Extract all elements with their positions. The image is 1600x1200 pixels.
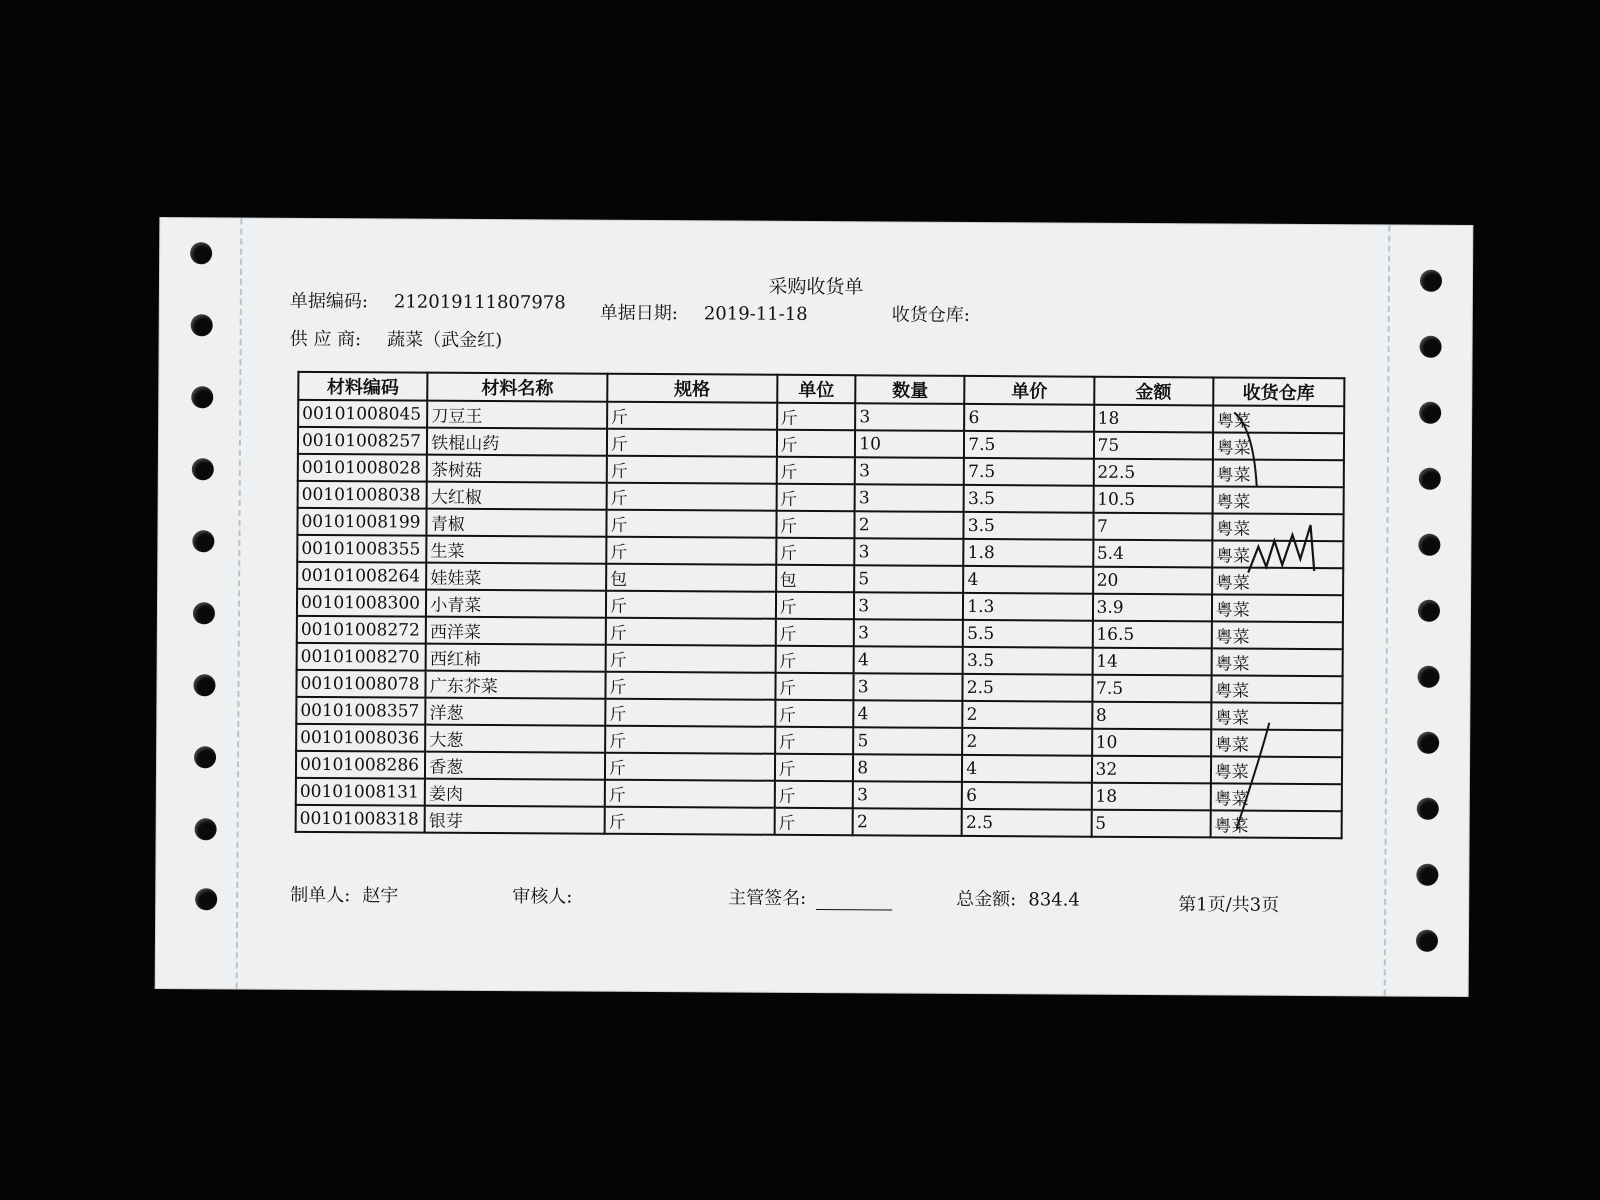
cell-unit-price: 3.5 xyxy=(964,485,1093,513)
cell-unit-price: 4 xyxy=(963,566,1092,594)
cell-amount: 18 xyxy=(1091,783,1210,811)
cell-quantity: 4 xyxy=(854,646,963,674)
total-field xyxy=(956,885,1080,912)
cell-material-code: 00101008078 xyxy=(296,670,425,698)
cell-material-code: 00101008318 xyxy=(296,805,425,833)
cell-unit: 斤 xyxy=(776,538,855,565)
cell-unit: 斤 xyxy=(774,781,853,808)
cell-quantity: 8 xyxy=(853,754,962,782)
cell-material-code: 00101008131 xyxy=(296,778,425,806)
cell-warehouse: 粤菜 xyxy=(1212,486,1343,514)
cell-amount: 18 xyxy=(1094,405,1213,433)
feed-hole xyxy=(1418,534,1440,556)
feed-hole xyxy=(1419,468,1441,490)
feed-hole xyxy=(1416,930,1438,952)
feed-hole xyxy=(193,674,215,696)
cell-unit: 斤 xyxy=(775,727,854,754)
cell-unit-price: 2.5 xyxy=(962,809,1091,837)
cell-material-name: 洋葱 xyxy=(426,698,606,726)
cell-amount: 8 xyxy=(1092,702,1211,730)
cell-material-name: 西红柿 xyxy=(426,644,606,672)
cell-material-name: 铁棍山药 xyxy=(427,428,607,456)
feed-hole xyxy=(193,602,215,624)
cell-quantity: 3 xyxy=(855,403,964,431)
cell-unit: 斤 xyxy=(776,457,855,484)
cell-material-name: 刀豆王 xyxy=(427,401,607,429)
cell-unit: 斤 xyxy=(775,619,854,646)
maker-label: 制单人: xyxy=(290,884,351,907)
cell-warehouse: 粤菜 xyxy=(1212,459,1343,487)
feed-hole xyxy=(195,818,217,840)
cell-quantity: 3 xyxy=(854,592,963,620)
feed-hole xyxy=(1417,732,1439,754)
cell-unit-price: 2 xyxy=(962,728,1091,756)
cell-unit: 斤 xyxy=(775,673,854,700)
cell-unit-price: 6 xyxy=(964,404,1093,432)
maker-field xyxy=(290,881,398,908)
supplier-label: 供 应 商: xyxy=(289,328,362,351)
cell-material-code: 00101008257 xyxy=(298,427,427,455)
cell-spec: 斤 xyxy=(606,510,776,538)
header-quantity: 数量 xyxy=(856,375,965,404)
cell-spec: 斤 xyxy=(607,429,777,457)
doc-date-label: 单据日期: xyxy=(599,302,678,325)
feed-hole xyxy=(1420,336,1442,358)
cell-material-code: 00101008028 xyxy=(298,454,427,482)
items-table xyxy=(295,371,1346,839)
cell-amount: 32 xyxy=(1091,756,1210,784)
cell-warehouse: 粤菜 xyxy=(1210,783,1341,811)
cell-unit-price: 1.8 xyxy=(964,539,1093,567)
cell-spec: 斤 xyxy=(605,807,775,835)
cell-material-code: 00101008357 xyxy=(296,697,425,725)
cell-material-code: 00101008199 xyxy=(297,508,426,536)
page-info: 第1页/共3页 xyxy=(1178,894,1280,916)
cell-amount: 14 xyxy=(1092,648,1211,676)
header-spec: 规格 xyxy=(607,374,777,403)
cell-unit-price: 3.5 xyxy=(964,512,1093,540)
cell-quantity: 10 xyxy=(855,430,964,458)
feed-hole xyxy=(1416,864,1438,886)
cell-unit-price: 7.5 xyxy=(964,458,1093,486)
cell-material-name: 娃娃菜 xyxy=(426,563,606,591)
supplier-value: 蔬菜（武金红) xyxy=(387,329,503,352)
cell-warehouse: 粤菜 xyxy=(1211,729,1342,757)
cell-unit-price: 1.3 xyxy=(963,593,1092,621)
feed-hole xyxy=(194,746,216,768)
cell-spec: 斤 xyxy=(606,618,776,646)
cell-amount: 75 xyxy=(1093,432,1212,460)
cell-spec: 斤 xyxy=(605,753,775,781)
cell-unit: 斤 xyxy=(775,592,854,619)
cell-material-code: 00101008286 xyxy=(296,751,425,779)
feed-hole xyxy=(1417,798,1439,820)
warehouse-field xyxy=(892,300,970,326)
cell-amount: 7.5 xyxy=(1092,675,1211,703)
cell-unit: 斤 xyxy=(775,700,854,727)
cell-spec: 斤 xyxy=(607,402,777,430)
cell-spec: 斤 xyxy=(605,672,775,700)
cell-warehouse: 粤菜 xyxy=(1213,432,1344,460)
cell-material-name: 小青菜 xyxy=(426,590,606,618)
cell-material-name: 银芽 xyxy=(425,806,605,834)
cell-material-name: 广东芥菜 xyxy=(426,671,606,699)
cell-unit: 斤 xyxy=(774,808,853,835)
cell-quantity: 2 xyxy=(853,808,962,836)
cell-amount: 5 xyxy=(1091,810,1210,838)
receipt-paper xyxy=(156,218,1473,996)
cell-warehouse: 粤菜 xyxy=(1210,810,1341,838)
cell-unit-price: 3.5 xyxy=(963,647,1092,675)
header-material-code: 材料编码 xyxy=(298,372,427,401)
cell-unit: 斤 xyxy=(775,646,854,673)
header-unit: 单位 xyxy=(777,375,856,403)
perforation-line-right xyxy=(1384,226,1391,996)
cell-quantity: 5 xyxy=(853,727,962,755)
feed-hole xyxy=(192,458,214,480)
reviewer-label: 审核人: xyxy=(512,886,573,908)
cell-material-name: 青椒 xyxy=(427,509,607,537)
total-value: 834.4 xyxy=(1028,889,1080,911)
cell-unit-price: 2.5 xyxy=(963,674,1092,702)
cell-warehouse: 粤菜 xyxy=(1212,540,1343,568)
cell-amount: 7 xyxy=(1093,513,1212,541)
cell-material-code: 00101008300 xyxy=(297,589,426,617)
cell-spec: 斤 xyxy=(605,699,775,727)
cell-material-code: 00101008264 xyxy=(297,562,426,590)
cell-amount: 5.4 xyxy=(1093,540,1212,568)
header-material-name: 材料名称 xyxy=(427,373,607,402)
cell-spec: 斤 xyxy=(606,537,776,565)
cell-unit: 斤 xyxy=(776,430,855,457)
cell-quantity: 3 xyxy=(853,781,962,809)
cell-material-code: 00101008036 xyxy=(296,724,425,752)
cell-material-code: 00101008038 xyxy=(298,481,427,509)
feed-hole xyxy=(191,386,213,408)
cell-quantity: 5 xyxy=(854,565,963,593)
doc-date-field xyxy=(600,299,808,326)
cell-amount: 16.5 xyxy=(1092,621,1211,649)
cell-spec: 包 xyxy=(606,564,776,592)
cell-unit: 包 xyxy=(776,565,855,592)
feed-hole xyxy=(1418,666,1440,688)
cell-material-name: 生菜 xyxy=(426,536,606,564)
cell-quantity: 3 xyxy=(855,484,964,512)
cell-spec: 斤 xyxy=(605,726,775,754)
cell-warehouse: 粤菜 xyxy=(1211,675,1342,703)
manager-signature-label: 主管签名: xyxy=(728,887,807,909)
cell-spec: 斤 xyxy=(607,456,777,484)
cell-material-code: 00101008045 xyxy=(298,400,427,428)
cell-unit-price: 6 xyxy=(962,782,1091,810)
cell-amount: 3.9 xyxy=(1092,594,1211,622)
cell-unit: 斤 xyxy=(777,403,856,430)
cell-quantity: 3 xyxy=(854,673,963,701)
warehouse-label: 收货仓库: xyxy=(891,304,970,326)
doc-number-field xyxy=(290,287,566,315)
cell-unit-price: 4 xyxy=(962,755,1091,783)
supplier-field xyxy=(290,325,503,352)
cell-quantity: 3 xyxy=(855,457,964,485)
cell-quantity: 2 xyxy=(855,511,964,539)
cell-warehouse: 粤菜 xyxy=(1211,621,1342,649)
cell-spec: 斤 xyxy=(606,645,776,673)
cell-unit: 斤 xyxy=(776,511,855,538)
table-row xyxy=(296,805,1342,838)
cell-warehouse: 粤菜 xyxy=(1212,594,1343,622)
doc-number-label: 单据编码: xyxy=(289,290,368,313)
cell-amount: 22.5 xyxy=(1093,459,1212,487)
cell-unit: 斤 xyxy=(776,484,855,511)
cell-material-name: 大葱 xyxy=(425,725,605,753)
feed-hole xyxy=(192,530,214,552)
cell-unit: 斤 xyxy=(774,754,853,781)
cell-warehouse: 粤菜 xyxy=(1211,648,1342,676)
cell-warehouse: 粤菜 xyxy=(1211,756,1342,784)
cell-material-name: 大红椒 xyxy=(427,482,607,510)
cell-spec: 斤 xyxy=(606,591,776,619)
reviewer-field xyxy=(512,882,572,908)
cell-quantity: 3 xyxy=(854,619,963,647)
cell-quantity: 4 xyxy=(854,700,963,728)
cell-material-name: 姜肉 xyxy=(425,779,605,807)
cell-spec: 斤 xyxy=(605,780,775,808)
cell-warehouse: 粤菜 xyxy=(1211,702,1342,730)
feed-hole xyxy=(190,242,212,264)
cell-warehouse: 粤菜 xyxy=(1212,567,1343,595)
perforation-line-left xyxy=(236,218,243,988)
feed-hole xyxy=(1419,402,1441,424)
feed-hole xyxy=(191,314,213,336)
cell-unit-price: 7.5 xyxy=(964,431,1093,459)
cell-amount: 10 xyxy=(1092,729,1211,757)
cell-material-name: 茶树菇 xyxy=(427,455,607,483)
signature-line xyxy=(816,895,892,910)
doc-date-value: 2019-11-18 xyxy=(703,303,808,325)
feed-hole xyxy=(1418,600,1440,622)
cell-material-name: 香葱 xyxy=(425,752,605,780)
cell-unit-price: 5.5 xyxy=(963,620,1092,648)
cell-material-name: 西洋菜 xyxy=(426,617,606,645)
total-label: 总金额: xyxy=(956,888,1017,911)
cell-spec: 斤 xyxy=(607,483,777,511)
header-unit-price: 单价 xyxy=(965,376,1094,405)
manager-signature-field xyxy=(728,883,892,910)
document-title: 采购收货单 xyxy=(768,275,864,299)
cell-unit-price: 2 xyxy=(963,701,1092,729)
cell-quantity: 3 xyxy=(855,538,964,566)
cell-material-code: 00101008270 xyxy=(297,643,426,671)
cell-amount: 10.5 xyxy=(1093,486,1212,514)
cell-warehouse: 粤菜 xyxy=(1212,513,1343,541)
cell-material-code: 00101008272 xyxy=(297,616,426,644)
feed-hole xyxy=(195,888,217,910)
cell-material-code: 00101008355 xyxy=(297,535,426,563)
header-amount: 金额 xyxy=(1094,377,1213,406)
header-warehouse: 收货仓库 xyxy=(1213,377,1344,406)
maker-value: 赵宇 xyxy=(362,885,399,907)
doc-number-value: 212019111807978 xyxy=(393,291,566,314)
cell-warehouse: 粤菜 xyxy=(1213,405,1344,433)
cell-amount: 20 xyxy=(1093,567,1212,595)
